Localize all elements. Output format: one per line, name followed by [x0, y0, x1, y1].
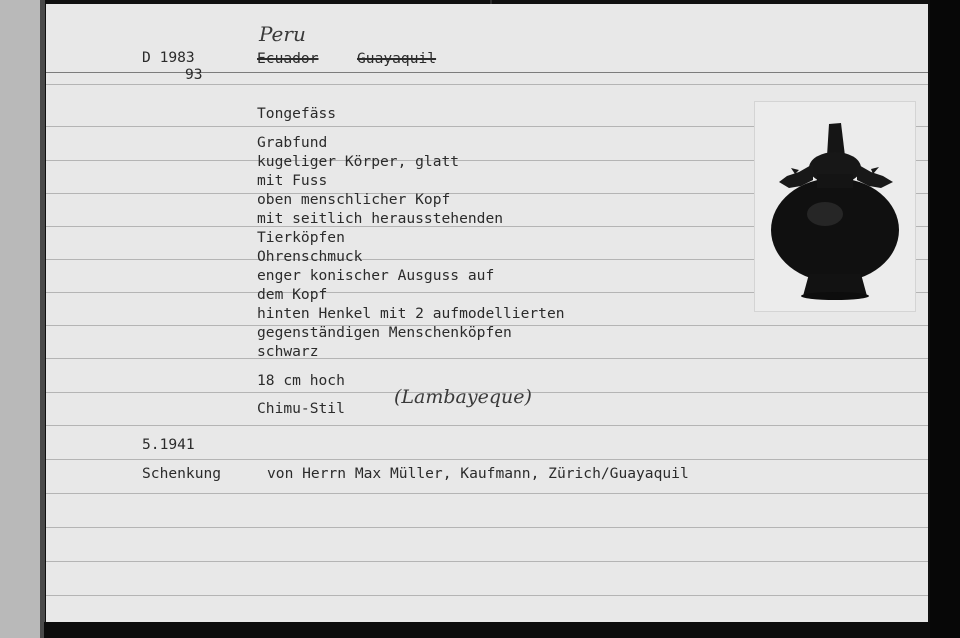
place-struck: Guayaquil — [357, 50, 437, 67]
ruled-line — [46, 527, 928, 528]
ruled-line — [46, 459, 928, 460]
description-line: gegenständigen Menschenköpfen — [257, 324, 512, 341]
description-line: kugeliger Körper, glatt — [257, 153, 460, 170]
description-line: hinten Henkel mit 2 aufmodellierten — [257, 305, 565, 322]
background-left — [0, 0, 44, 638]
ruled-line — [46, 84, 928, 85]
ruled-line — [46, 425, 928, 426]
inventory-number: D 1983 — [142, 49, 195, 66]
description-line: dem Kopf — [257, 286, 328, 303]
header-rule — [46, 72, 928, 73]
acquisition-label: Schenkung — [142, 465, 222, 482]
background-left-edge — [40, 0, 45, 638]
description-line: enger konischer Ausguss auf — [257, 267, 495, 284]
description-line: schwarz — [257, 343, 319, 360]
object-title: Tongefäss — [257, 105, 337, 122]
donor-text: von Herrn Max Müller, Kaufmann, Zürich/Guayaquil — [267, 465, 689, 482]
catalog-card — [46, 4, 928, 622]
black-ceramic-vessel-photo-icon — [755, 102, 915, 311]
object-photo — [754, 101, 916, 312]
description-line: Grabfund — [257, 134, 328, 151]
background-bottom — [44, 622, 930, 638]
object-height: 18 cm hoch — [257, 372, 345, 389]
ruled-line — [46, 561, 928, 562]
description-line: mit seitlich herausstehenden — [257, 210, 504, 227]
object-style: Chimu-Stil — [257, 400, 345, 417]
inventory-suffix: 93 — [185, 66, 203, 83]
acquisition-date: 5.1941 — [142, 436, 195, 453]
description-line: Ohrenschmuck — [257, 248, 363, 265]
ruled-line — [46, 493, 928, 494]
background-right — [930, 0, 960, 638]
ruled-line — [46, 358, 928, 359]
description-line: mit Fuss — [257, 172, 328, 189]
description-line: oben menschlicher Kopf — [257, 191, 451, 208]
country-handwritten: Peru — [259, 22, 306, 46]
description-line: Tierköpfen — [257, 229, 345, 246]
ruled-line — [46, 595, 928, 596]
style-handwritten: (Lambayeque) — [394, 386, 532, 408]
country-struck: Ecuador — [257, 50, 319, 67]
